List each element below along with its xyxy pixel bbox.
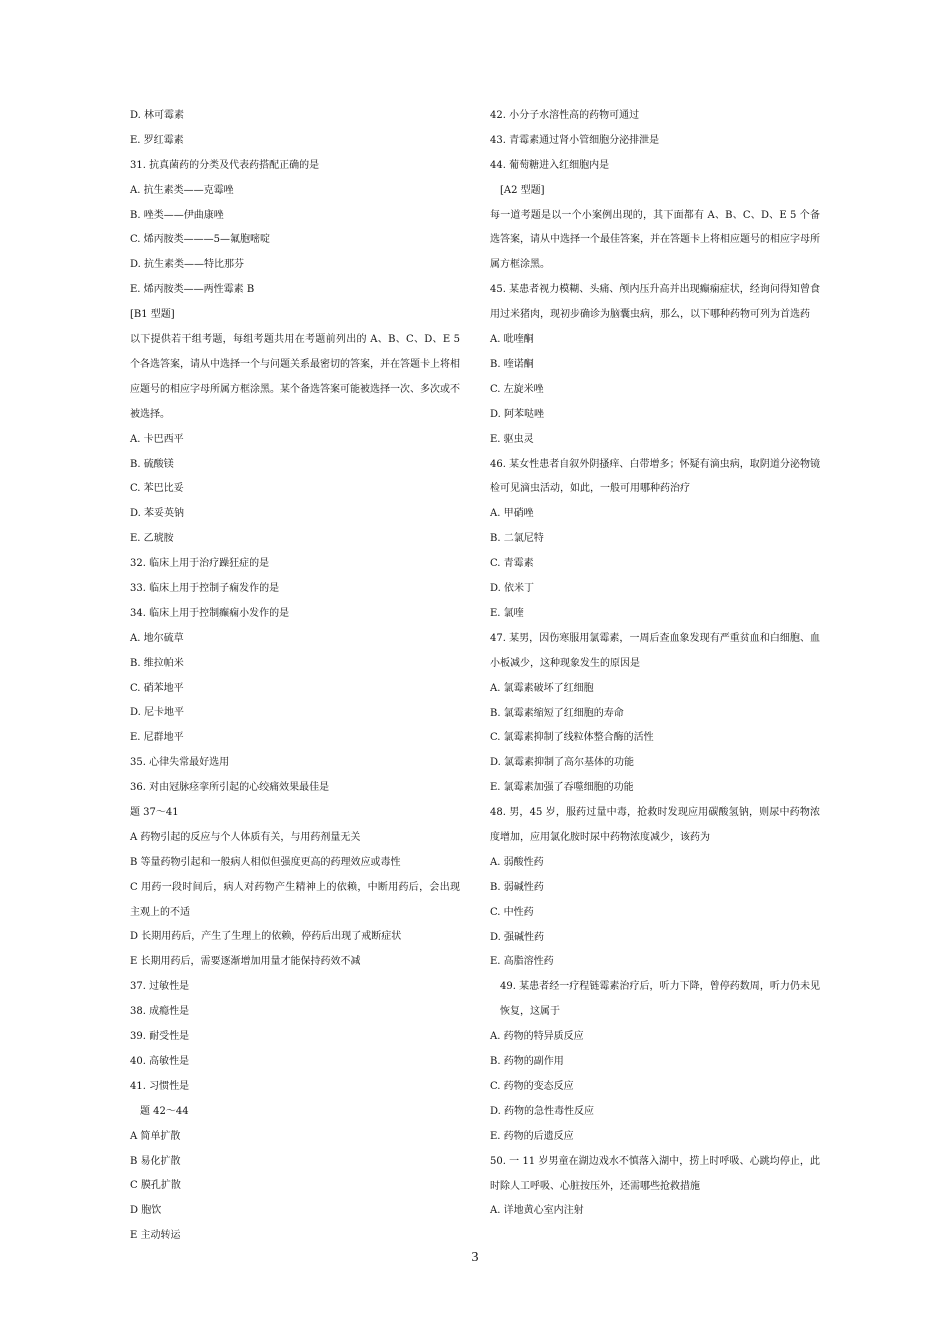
text-line: A. 药物的特异质反应 [490,1031,584,1043]
text-line: A 药物引起的反应与个人体质有关，与用药剂量无关 [130,831,361,843]
text-line: C. 氯霉素抑制了线粒体整合酶的活性 [490,732,654,744]
text-line: E. 药物的后遗反应 [490,1130,574,1142]
text-line: A. 卡巴西平 [130,433,184,445]
text-paragraph: C 用药一段时间后，病人对药物产生精神上的依赖，中断用药后，会出现主观上的不适 [130,881,460,918]
text-line: A 简单扩散 [130,1130,181,1142]
text-line: B. 喹诺酮 [490,358,534,370]
text-line: 43. 青霉素通过肾小管细胞分泌排泄是 [490,134,660,146]
text-line: D 胞饮 [130,1205,162,1217]
text-line: C. 左旋米唑 [490,383,544,395]
text-line: 37. 过敏性是 [130,981,190,993]
text-line: 题 42～44 [140,1105,189,1117]
text-line: 40. 高敏性是 [130,1055,190,1067]
text-line: A. 抗生素类——克霉唑 [130,184,234,196]
text-line: D. 阿苯哒唑 [490,408,545,420]
text-line: 39. 耐受性是 [130,1031,190,1043]
text-line: D. 抗生素类——特比那芬 [130,259,245,271]
text-line: 34. 临床上用于控制癫痫小发作的是 [130,607,290,619]
text-line: A. 氯霉素破坏了红细胞 [490,682,594,694]
text-line: D. 氯霉素抑制了高尔基体的功能 [490,757,635,769]
text-line: C 膜孔扩散 [130,1180,181,1192]
text-line: 36. 对由冠脉痉挛所引起的心绞痛效果最佳是 [130,782,330,794]
text-line: B. 二氯尼特 [490,533,544,545]
text-line: A. 地尔硫草 [130,632,184,644]
text-line: 41. 习惯性是 [130,1080,190,1092]
text-line: D. 尼卡地平 [130,707,185,719]
text-paragraph: 50. 一 11 岁男童在湖边戏水不慎落入湖中，捞上时呼吸、心跳均停止，此时除人工呼吸、心脏按压外，还需哪些抢救措施 [490,1155,820,1192]
text-line: C. 苯巴比妥 [130,483,184,495]
text-paragraph: 以下提供若干组考题，每组考题共用在考题前列出的 A、B、C、D、E 5 个各选答案，请从中选择一个与问题关系最密切的答案，并在答题卡上将相应题号的相应字母所属方框涂黑。某个备选答案可能被选择一次、多次或不被选择。 [130,334,460,420]
text-line: E. 尼群地平 [130,732,184,744]
text-line: D. 强碱性药 [490,931,545,943]
text-line: E. 罗红霉素 [130,134,184,146]
text-line: A. 吡喹酮 [490,334,534,346]
text-line: E 长期用药后，需要逐渐增加用量才能保持药效不减 [130,956,361,968]
text-line: B 等量药物引起和一般病人相似但强度更高的药理效应或毒性 [130,856,401,868]
text-line: C. 烯丙胺类———5—氟胞嘧啶 [130,234,271,246]
text-line: 33. 临床上用于控制子痫发作的是 [130,582,280,594]
text-line: E. 乙琥胺 [130,533,174,545]
text-line: 35. 心律失常最好选用 [130,757,230,769]
text-line: D. 林可霉素 [130,110,185,121]
text-line: B. 药物的副作用 [490,1056,564,1068]
text-line: C. 青霉素 [490,558,534,570]
text-line: E. 驱虫灵 [490,433,534,445]
text-line: 44. 葡萄糖进入红细胞内是 [490,159,610,171]
text-line: 题 37～41 [130,807,179,818]
text-line: A. 详地黄心室内注射 [490,1205,584,1217]
text-line: E. 高脂溶性药 [490,956,554,968]
text-line: E 主动转运 [130,1230,181,1242]
text-paragraph: 45. 某患者视力模糊、头痛、颅内压升高并出现癫痫症状，经询问得知曾食用过米猪肉，现初步确诊为脑囊虫病，那么，以下哪种药物可列为首选药 [490,284,820,321]
text-line: B. 氯霉素缩短了红细胞的寿命 [490,707,624,719]
text-line: C. 硝苯地平 [130,682,184,694]
text-line: D 长期用药后，产生了生理上的依赖，停药后出现了戒断症状 [130,931,402,943]
text-line: E. 氯霉素加强了吞噬细胞的功能 [490,782,634,794]
text-paragraph: 47. 某男，因伤寒服用氯霉素，一周后查血象发现有严重贫血和白细胞、血小板减少，这种现象发生的原因是 [490,632,820,669]
text-line: [A2 型题] [500,184,545,196]
text-paragraph: 46. 某女性患者自叙外阴搔痒、白带增多；怀疑有滴虫病，取阴道分泌物镜检可见滴虫活动，如此，一般可用哪种药治疗 [490,458,820,495]
text-line: B. 维拉帕米 [130,657,184,669]
text-line: 31. 抗真菌药的分类及代表药搭配正确的是 [130,159,320,171]
text-line: [B1 型题] [130,309,175,321]
page-number: 3 [471,1250,479,1265]
text-line: E. 氯喹 [490,607,524,619]
text-line: D. 依米丁 [490,583,535,595]
text-line: C. 药物的变态反应 [490,1080,574,1092]
text-paragraph: 48. 男，45 岁，服药过量中毒，抢救时发现应用碳酸氢钠，则尿中药物浓度增加，应用氯化胺时尿中药物浓度减少，该药为 [490,807,820,843]
text-line: 32. 临床上用于治疗躁狂症的是 [130,558,270,570]
text-paragraph: 49. 某患者经一疗程链霉素治疗后，听力下降，曾停药数周，听力仍未见恢复，这属于 [500,981,820,1018]
text-line: B. 硫酸镁 [130,458,174,470]
text-line: B 易化扩散 [130,1155,181,1167]
text-line: C. 中性药 [490,906,534,918]
text-line: A. 甲硝唑 [490,508,534,520]
text-line: E. 烯丙胺类——两性霉素 B [130,284,255,296]
text-line: 42. 小分子水溶性高的药物可通过 [490,110,640,121]
text-line: D. 苯妥英钠 [130,508,185,520]
text-paragraph: 每一道考题是以一个小案例出现的，其下面都有 A、B、C、D、E 5 个备选答案，请从中选择一个最佳答案，并在答题卡上将相应题号的相应字母所属方框涂黑。 [490,209,820,271]
text-line: D. 药物的急性毒性反应 [490,1105,595,1117]
text-line: A. 弱酸性药 [490,856,544,868]
left-column [130,104,460,1249]
right-column [490,104,820,1224]
text-line: B. 弱碱性药 [490,881,544,893]
text-line: B. 唑类——伊曲康唑 [130,209,224,221]
text-line: 38. 成瘾性是 [130,1006,190,1018]
